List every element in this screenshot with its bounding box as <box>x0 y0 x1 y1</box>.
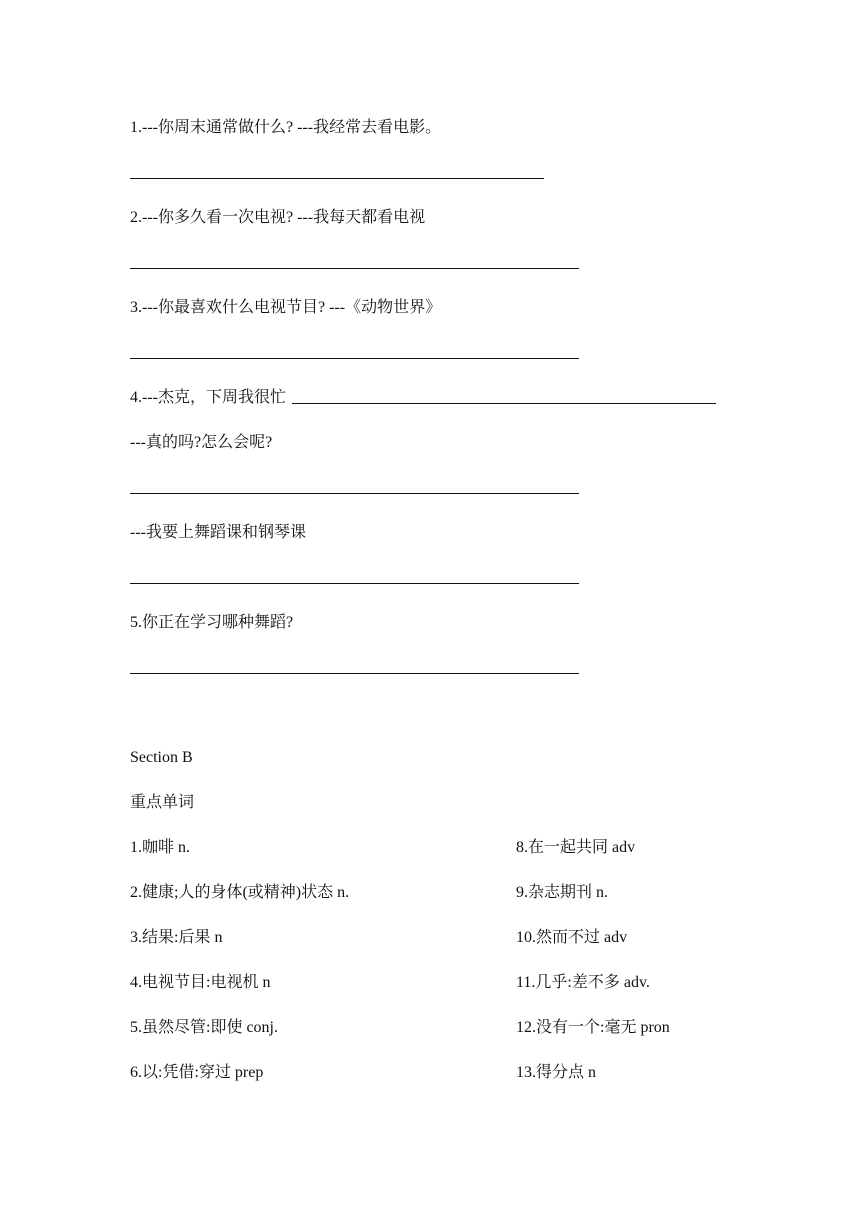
vocab-item: 3.结果:后果 n <box>130 929 223 946</box>
vocab-item: 4.电视节目:电视机 n <box>130 974 271 991</box>
section-title: Section B <box>130 749 193 766</box>
question-4-row <box>130 388 716 408</box>
answer-blank-4c[interactable] <box>130 583 579 584</box>
question-4-followup-1: ---真的吗?怎么会呢? <box>130 434 273 451</box>
section-subtitle: 重点单词 <box>130 794 195 811</box>
vocab-item: 11.几乎:差不多 adv. <box>516 974 650 991</box>
vocab-item: 13.得分点 n <box>516 1064 597 1081</box>
vocab-item: 5.虽然尽管:即使 conj. <box>130 1019 278 1036</box>
answer-blank-3[interactable] <box>130 358 579 359</box>
answer-blank-4a[interactable] <box>292 403 716 404</box>
vocab-item: 9.杂志期刊 n. <box>516 884 609 901</box>
vocab-item: 1.咖啡 n. <box>130 839 191 856</box>
vocab-item: 10.然而不过 adv <box>516 929 628 946</box>
vocab-item: 6.以:凭借:穿过 prep <box>130 1064 264 1081</box>
answer-blank-4b[interactable] <box>130 493 579 494</box>
vocab-item: 12.没有一个:毫无 pron <box>516 1019 670 1036</box>
question-1-prompt: 1.---你周末通常做什么? ---我经常去看电影。 <box>130 119 442 136</box>
question-4-followup-2: ---我要上舞蹈课和钢琴课 <box>130 524 306 541</box>
answer-blank-1[interactable] <box>130 178 544 179</box>
answer-blank-2[interactable] <box>130 268 579 269</box>
question-4-prompt: 4.---杰克，下周我很忙 <box>130 389 286 406</box>
vocab-item: 8.在一起共同 adv <box>516 839 636 856</box>
answer-blank-5[interactable] <box>130 673 579 674</box>
question-5-prompt: 5.你正在学习哪种舞蹈? <box>130 614 294 631</box>
question-2-prompt: 2.---你多久看一次电视? ---我每天都看电视 <box>130 209 426 226</box>
question-3-prompt: 3.---你最喜欢什么电视节目? ---《动物世界》 <box>130 299 442 316</box>
vocab-item: 2.健康;人的身体(或精神)状态 n. <box>130 884 350 901</box>
